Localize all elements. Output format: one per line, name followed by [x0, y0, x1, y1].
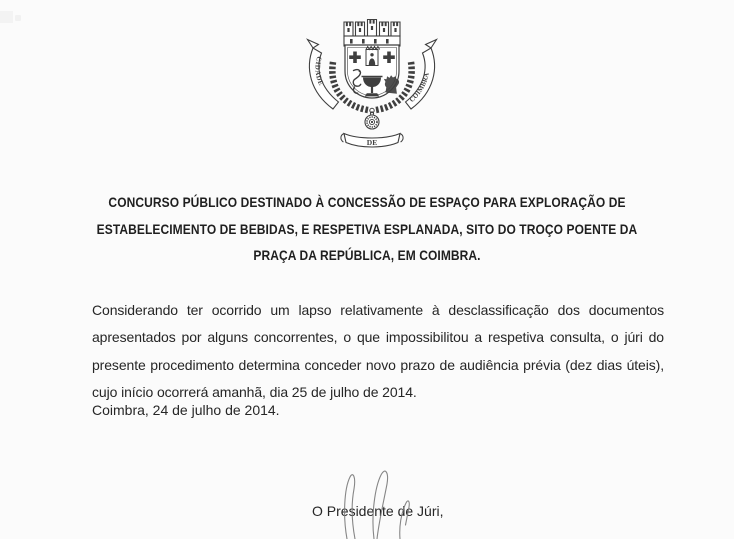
ribbon-bottom-text: DE: [366, 138, 378, 147]
signature-caption: O Presidente de Júri,: [312, 503, 444, 519]
scan-artifact: [0, 11, 13, 23]
medal-icon: [365, 112, 379, 129]
title-line-2: ESTABELECIMENTO DE BEBIDAS, E RESPETIVA ESPLANADA, SITO DO TROÇO POENTE DA: [96, 221, 638, 237]
signature-stroke: [345, 475, 355, 539]
document-title: [0, 190, 734, 270]
date-line: Coimbra, 24 de julho de 2014.: [92, 402, 280, 418]
coimbra-coat-of-arms-icon: [302, 6, 442, 154]
crowned-queen-icon: [366, 47, 380, 66]
shield-icon: [345, 45, 399, 98]
ribbon-left-text: CIDADE: [313, 55, 326, 88]
mural-crown-icon: [344, 20, 400, 47]
ribbon-bottom: [341, 134, 403, 148]
title-line-3: PRAÇA DA REPÚBLICA, EM COIMBRA.: [253, 248, 481, 263]
ribbon-left: [308, 40, 339, 110]
signature-stroke: [400, 501, 410, 539]
scan-artifact: [15, 15, 21, 21]
body-paragraph: Considerando ter ocorrido um lapso relativamente à desclassificação dos documentos apresentados por alguns concorrentes, o que impossibilitou a respetiva consulta, o júri do presente procedimento determina conceder novo prazo de audiência prévia (dez dias úteis), cujo início ocorrerá amanhã, dia 25 de julho de 2014.: [92, 302, 664, 401]
signature-stroke: [373, 471, 388, 539]
title-line-1: CONCURSO PÚBLICO DESTINADO À CONCESSÃO DE ESPAÇO PARA EXPLORAÇÃO DE: [108, 195, 626, 210]
handwritten-signature: [330, 455, 440, 539]
ribbon-right-text: COIMBRA: [408, 71, 431, 104]
